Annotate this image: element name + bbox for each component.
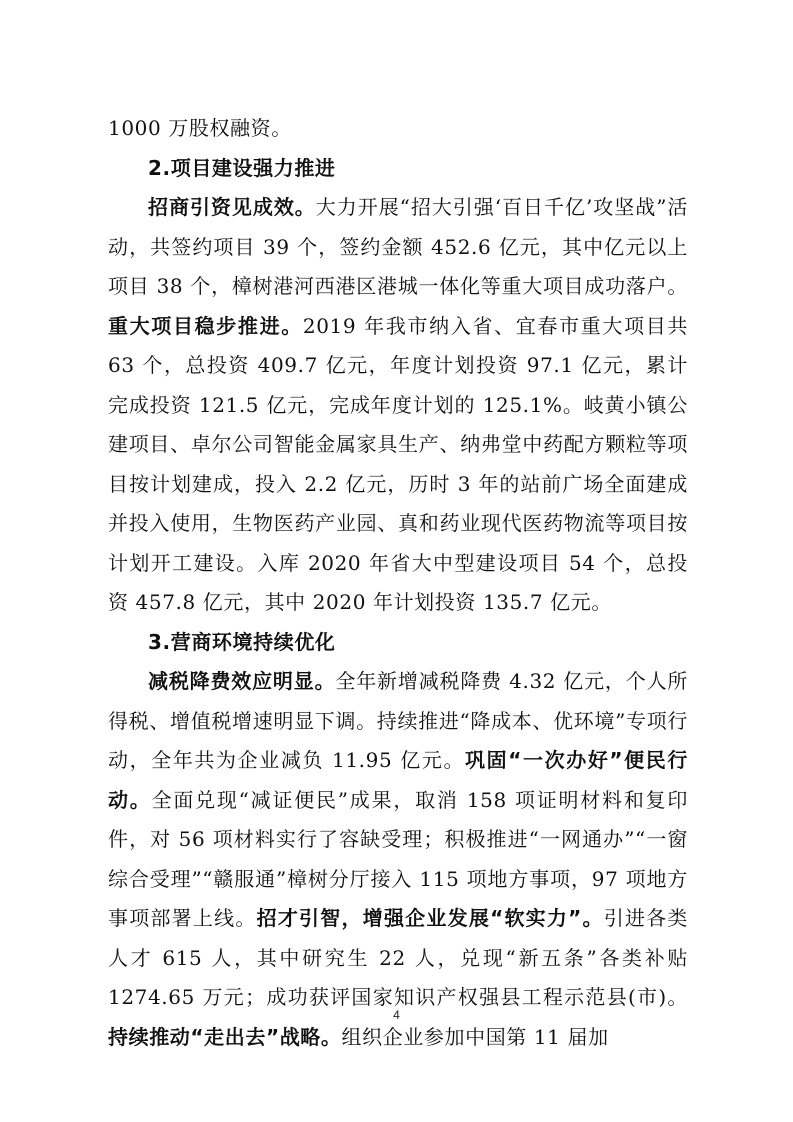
- bold-lead: 持续推动“走出去”战略。: [108, 1024, 342, 1049]
- text-run: 全面兑现“减证便民”成果，取消 158 项证明材料和复印件，对 56 项材料实行了容缺受理；积极推进“一网通办”“一窗综合受理”“赣服通”樟树分厅接入 115 项地方事项，97 项地方事项部署上线。: [108, 787, 688, 930]
- paragraph: [108, 188, 688, 623]
- bold-lead: 重大项目稳步推进。: [108, 313, 303, 338]
- text-run: 全年新增减税降费 4.32 亿元，个人所得税、增值税增速明显下调。持续推进“降成本、优环境”专项行动，全年共为企业减负 11.95 亿元。: [108, 669, 688, 772]
- text-run: 大力开展“招大引强‘百日千亿’攻坚战”活动，共签约项目 39 个，签约金额 452.6 亿元，其中亿元以上项目 38 个，樟树港河西港区港城一体化等重大项目成功落户。: [108, 195, 688, 298]
- text-run: 2019 年我市纳入省、宜春市重大项目共 63 个，总投资 409.7 亿元，年度计划投资 97.1 亿元，累计完成投资 121.5 亿元，完成年度计划的 125.1%。岐黄小镇公建项目、卓尔公司智能金属家具生产、纳弗堂中药配方颗粒等项目按计划建成，投入 2.2 亿元，历时 3 年的站前广场全面建成并投入使用，生物医药产业园、真和药业现代医药物流等项目按计划开工建设。入库 2020 年省大中型建设项目 54 个，总投资 457.8 亿元，其中 2020 年计划投资 135.7 亿元。: [108, 313, 688, 614]
- body-text: [108, 109, 688, 1057]
- bold-lead: 减税降费效应明显。: [148, 669, 336, 693]
- bold-lead: 招才引智，增强企业发展“软实力”。: [256, 906, 604, 930]
- text-run: 1000 万股权融资。: [108, 116, 292, 140]
- bold-lead: 招商引资见成效。: [148, 195, 316, 219]
- bold-lead: 巩固“一次办好”便民行动。: [108, 748, 688, 812]
- section-heading: 2.项目建设强力推进: [148, 155, 336, 180]
- paragraph: [108, 109, 688, 149]
- text-run: 引进各类人才 615 人，其中研究生 22 人，兑现“新五条”各类补贴 1274.65 万元；成功获评国家知识产权强县工程示范县(市)。: [108, 906, 688, 1009]
- text-run: 组织企业参加中国第 11 届加: [341, 1024, 609, 1049]
- paragraph: [108, 662, 688, 1057]
- section-heading: 3.营商环境持续优化: [148, 629, 336, 654]
- page-number: 4: [393, 1008, 400, 1022]
